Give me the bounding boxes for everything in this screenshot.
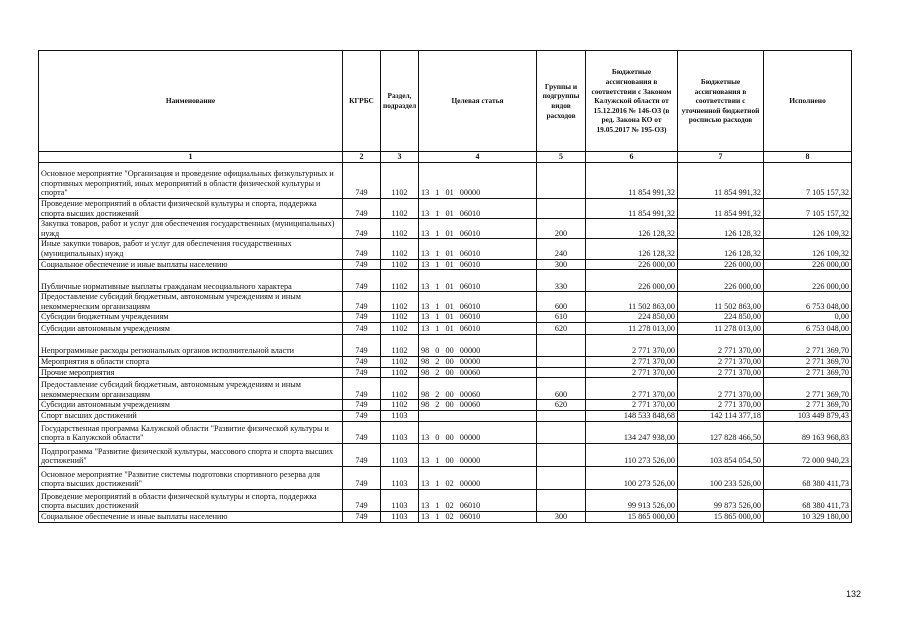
row-section-cell: 1103 [381, 443, 419, 466]
row-target-cell: 13 1 01 06010 [419, 239, 537, 259]
row-group-cell: 620 [537, 400, 586, 411]
row-kgrbs-cell: 749 [343, 259, 381, 270]
row-law-amount-cell: 110 273 526,00 [586, 443, 678, 466]
row-group-cell: 300 [537, 511, 586, 522]
row-kgrbs-cell: 749 [343, 489, 381, 511]
row-executed-amount-cell: 2 771 369,70 [764, 334, 852, 356]
row-target-cell: 13 1 01 06010 [419, 219, 537, 239]
row-kgrbs-cell: 749 [343, 270, 381, 292]
row-refined-amount-cell: 2 771 370,00 [678, 400, 764, 411]
row-refined-amount-cell: 126 128,32 [678, 219, 764, 239]
row-executed-amount-cell: 7 105 157,32 [764, 163, 852, 199]
row-executed-amount-cell: 72 000 940,23 [764, 443, 852, 466]
row-name-cell: Субсидии автономным учреждениям [39, 322, 343, 334]
table-row [39, 489, 852, 511]
row-law-amount-cell: 11 278 013,00 [586, 322, 678, 334]
row-name-cell: Предоставление субсидий бюджетным, автономным учреждениям и иным некоммерческим организациям [39, 292, 343, 312]
row-refined-amount-cell: 100 233 526,00 [678, 466, 764, 489]
page-number: 132 [845, 589, 861, 599]
row-kgrbs-cell: 749 [343, 443, 381, 466]
table-row [39, 378, 852, 400]
row-refined-amount-cell: 2 771 370,00 [678, 367, 764, 378]
row-executed-amount-cell: 2 771 369,70 [764, 400, 852, 411]
row-law-amount-cell: 2 771 370,00 [586, 356, 678, 367]
row-group-cell [537, 163, 586, 199]
header-refined: Бюджетные ассигнования в соответствии с уточненной бюджетной росписью расходов [678, 51, 764, 152]
row-group-cell: 600 [537, 292, 586, 312]
row-kgrbs-cell: 749 [343, 400, 381, 411]
row-executed-amount-cell: 103 449 879,43 [764, 410, 852, 421]
col-number: 6 [586, 152, 678, 163]
table-row [39, 511, 852, 522]
row-section-cell: 1102 [381, 400, 419, 411]
row-refined-amount-cell: 11 278 013,00 [678, 322, 764, 334]
row-law-amount-cell: 11 854 991,32 [586, 199, 678, 219]
budget-table [38, 50, 852, 523]
row-executed-amount-cell: 68 380 411,73 [764, 489, 852, 511]
row-target-cell: 13 1 02 06010 [419, 489, 537, 511]
row-kgrbs-cell: 749 [343, 322, 381, 334]
row-target-cell: 98 2 00 00060 [419, 367, 537, 378]
row-kgrbs-cell: 749 [343, 356, 381, 367]
row-law-amount-cell: 100 273 526,00 [586, 466, 678, 489]
row-law-amount-cell: 126 128,32 [586, 239, 678, 259]
row-name-cell: Основное мероприятие "Организация и проведение официальных физкультурных и спортивных мероприятий, иных мероприятий в области физической культуры и спорта" [39, 163, 343, 199]
budget-table-sheet [38, 50, 851, 523]
row-executed-amount-cell: 0,00 [764, 312, 852, 323]
row-section-cell: 1102 [381, 322, 419, 334]
row-group-cell: 600 [537, 378, 586, 400]
row-law-amount-cell: 134 247 938,00 [586, 421, 678, 443]
row-executed-amount-cell: 2 771 369,70 [764, 367, 852, 378]
row-group-cell [537, 443, 586, 466]
row-law-amount-cell: 226 000,00 [586, 270, 678, 292]
row-section-cell: 1102 [381, 356, 419, 367]
row-name-cell: Закупка товаров, работ и услуг для обеспечения государственных (муниципальных) нужд [39, 219, 343, 239]
row-refined-amount-cell: 11 854 991,32 [678, 199, 764, 219]
header-name: Наименование [39, 51, 343, 152]
row-target-cell: 98 2 00 00000 [419, 356, 537, 367]
row-executed-amount-cell: 226 000,00 [764, 270, 852, 292]
row-refined-amount-cell: 103 854 054,50 [678, 443, 764, 466]
row-group-cell: 240 [537, 239, 586, 259]
table-row [39, 292, 852, 312]
row-executed-amount-cell: 2 771 369,70 [764, 356, 852, 367]
row-name-cell: Социальное обеспечение и иные выплаты населению [39, 259, 343, 270]
row-section-cell: 1102 [381, 270, 419, 292]
row-group-cell [537, 410, 586, 421]
row-section-cell: 1102 [381, 219, 419, 239]
table-row [39, 400, 852, 411]
row-section-cell: 1102 [381, 259, 419, 270]
row-section-cell: 1102 [381, 199, 419, 219]
col-number: 7 [678, 152, 764, 163]
row-group-cell [537, 356, 586, 367]
row-refined-amount-cell: 99 873 526,00 [678, 489, 764, 511]
row-law-amount-cell: 148 533 848,68 [586, 410, 678, 421]
col-number: 8 [764, 152, 852, 163]
row-law-amount-cell: 99 913 526,00 [586, 489, 678, 511]
row-kgrbs-cell: 749 [343, 367, 381, 378]
row-executed-amount-cell: 68 380 411,73 [764, 466, 852, 489]
table-row [39, 163, 852, 199]
row-refined-amount-cell: 127 828 466,50 [678, 421, 764, 443]
row-group-cell: 610 [537, 312, 586, 323]
row-target-cell: 98 2 00 00060 [419, 378, 537, 400]
row-name-cell: Основное мероприятие "Развитие системы подготовки спортивного резерва для спорта высших достижений" [39, 466, 343, 489]
row-refined-amount-cell: 126 128,32 [678, 239, 764, 259]
table-row [39, 443, 852, 466]
table-row [39, 239, 852, 259]
row-executed-amount-cell: 7 105 157,32 [764, 199, 852, 219]
row-target-cell: 13 1 01 00000 [419, 163, 537, 199]
row-section-cell: 1102 [381, 378, 419, 400]
row-law-amount-cell: 226 000,00 [586, 259, 678, 270]
row-section-cell: 1102 [381, 239, 419, 259]
row-name-cell: Проведение мероприятий в области физической культуры и спорта, поддержка спорта высших достижений [39, 199, 343, 219]
row-name-cell: Проведение мероприятий в области физической культуры и спорта, поддержка спорта высших достижений [39, 489, 343, 511]
col-number: 3 [381, 152, 419, 163]
row-section-cell: 1102 [381, 163, 419, 199]
header-section: Раздел, подраздел [381, 51, 419, 152]
row-target-cell: 13 1 02 06010 [419, 511, 537, 522]
row-executed-amount-cell: 10 329 180,00 [764, 511, 852, 522]
row-group-cell: 620 [537, 322, 586, 334]
row-name-cell: Социальное обеспечение и иные выплаты населению [39, 511, 343, 522]
row-name-cell: Непрограммные расходы региональных органов исполнительной власти [39, 334, 343, 356]
row-law-amount-cell: 2 771 370,00 [586, 334, 678, 356]
row-refined-amount-cell: 2 771 370,00 [678, 356, 764, 367]
row-executed-amount-cell: 2 771 369,70 [764, 378, 852, 400]
row-refined-amount-cell: 224 850,00 [678, 312, 764, 323]
row-refined-amount-cell: 15 865 000,00 [678, 511, 764, 522]
row-kgrbs-cell: 749 [343, 410, 381, 421]
table-row [39, 466, 852, 489]
row-kgrbs-cell: 749 [343, 511, 381, 522]
row-law-amount-cell: 224 850,00 [586, 312, 678, 323]
row-section-cell: 1103 [381, 421, 419, 443]
row-law-amount-cell: 2 771 370,00 [586, 378, 678, 400]
table-body [39, 163, 852, 523]
row-target-cell: 13 1 01 06010 [419, 312, 537, 323]
row-executed-amount-cell: 6 753 048,00 [764, 322, 852, 334]
row-target-cell: 98 0 00 00000 [419, 334, 537, 356]
header-target: Целевая статья [419, 51, 537, 152]
row-name-cell: Государственная программа Калужской области "Развитие физической культуры и спорта в Калужской области" [39, 421, 343, 443]
table-row [39, 312, 852, 323]
header-row [39, 51, 852, 152]
table-row [39, 334, 852, 356]
col-number: 2 [343, 152, 381, 163]
row-kgrbs-cell: 749 [343, 334, 381, 356]
row-kgrbs-cell: 749 [343, 199, 381, 219]
header-law: Бюджетные ассигнования в соответствии с Законом Калужской области от 15.12.2016 № 146-ОЗ (в ред. Закона КО от 19.05.2017 № 195-ОЗ) [586, 51, 678, 152]
row-section-cell: 1103 [381, 489, 419, 511]
row-group-cell: 300 [537, 259, 586, 270]
row-group-cell [537, 421, 586, 443]
row-target-cell [419, 410, 537, 421]
row-executed-amount-cell: 126 109,32 [764, 219, 852, 239]
row-section-cell: 1102 [381, 334, 419, 356]
row-refined-amount-cell: 226 000,00 [678, 270, 764, 292]
row-law-amount-cell: 15 865 000,00 [586, 511, 678, 522]
column-number-row [39, 152, 852, 163]
row-kgrbs-cell: 749 [343, 312, 381, 323]
row-kgrbs-cell: 749 [343, 378, 381, 400]
table-row [39, 270, 852, 292]
row-target-cell: 13 0 00 00000 [419, 421, 537, 443]
row-group-cell [537, 199, 586, 219]
row-name-cell: Мероприятия в области спорта [39, 356, 343, 367]
row-group-cell: 330 [537, 270, 586, 292]
row-refined-amount-cell: 2 771 370,00 [678, 378, 764, 400]
row-refined-amount-cell: 11 502 863,00 [678, 292, 764, 312]
table-row [39, 322, 852, 334]
header-kgrbs: КГРБС [343, 51, 381, 152]
row-group-cell [537, 466, 586, 489]
row-group-cell [537, 367, 586, 378]
table-row [39, 356, 852, 367]
table-row [39, 421, 852, 443]
row-target-cell: 13 1 02 00000 [419, 466, 537, 489]
row-group-cell [537, 489, 586, 511]
row-name-cell: Подпрограмма "Развитие физической культуры, массового спорта и спорта высших достижений" [39, 443, 343, 466]
table-row [39, 367, 852, 378]
row-law-amount-cell: 11 854 991,32 [586, 163, 678, 199]
row-refined-amount-cell: 2 771 370,00 [678, 334, 764, 356]
table-row [39, 219, 852, 239]
row-target-cell: 13 1 00 00000 [419, 443, 537, 466]
row-law-amount-cell: 11 502 863,00 [586, 292, 678, 312]
row-executed-amount-cell: 6 753 048,00 [764, 292, 852, 312]
row-name-cell: Иные закупки товаров, работ и услуг для обеспечения государственных (муниципальных) нужд [39, 239, 343, 259]
row-target-cell: 13 1 01 06010 [419, 259, 537, 270]
row-executed-amount-cell: 89 163 968,83 [764, 421, 852, 443]
row-section-cell: 1103 [381, 511, 419, 522]
table-row [39, 410, 852, 421]
row-name-cell: Субсидии бюджетным учреждениям [39, 312, 343, 323]
table-row [39, 199, 852, 219]
row-law-amount-cell: 126 128,32 [586, 219, 678, 239]
row-group-cell [537, 334, 586, 356]
row-section-cell: 1102 [381, 312, 419, 323]
row-name-cell: Прочие мероприятия [39, 367, 343, 378]
row-kgrbs-cell: 749 [343, 466, 381, 489]
row-name-cell: Спорт высших достижений [39, 410, 343, 421]
col-number: 4 [419, 152, 537, 163]
row-section-cell: 1102 [381, 292, 419, 312]
row-kgrbs-cell: 749 [343, 219, 381, 239]
row-section-cell: 1103 [381, 410, 419, 421]
row-name-cell: Предоставление субсидий бюджетным, автономным учреждениям и иным некоммерческим организациям [39, 378, 343, 400]
row-name-cell: Субсидии автономным учреждениям [39, 400, 343, 411]
row-refined-amount-cell: 11 854 991,32 [678, 163, 764, 199]
row-target-cell: 13 1 01 06010 [419, 322, 537, 334]
row-kgrbs-cell: 749 [343, 421, 381, 443]
row-executed-amount-cell: 126 109,32 [764, 239, 852, 259]
row-target-cell: 13 1 01 06010 [419, 199, 537, 219]
row-name-cell: Публичные нормативные выплаты гражданам несоциального характера [39, 270, 343, 292]
row-kgrbs-cell: 749 [343, 239, 381, 259]
row-law-amount-cell: 2 771 370,00 [586, 367, 678, 378]
row-section-cell: 1103 [381, 466, 419, 489]
row-law-amount-cell: 2 771 370,00 [586, 400, 678, 411]
table-row [39, 259, 852, 270]
header-executed: Исполнено [764, 51, 852, 152]
row-kgrbs-cell: 749 [343, 292, 381, 312]
row-section-cell: 1102 [381, 367, 419, 378]
row-target-cell: 98 2 00 00060 [419, 400, 537, 411]
col-number: 5 [537, 152, 586, 163]
row-target-cell: 13 1 01 06010 [419, 270, 537, 292]
row-group-cell: 200 [537, 219, 586, 239]
row-kgrbs-cell: 749 [343, 163, 381, 199]
row-target-cell: 13 1 01 06010 [419, 292, 537, 312]
header-group: Группы и подгруппы видов расходов [537, 51, 586, 152]
row-executed-amount-cell: 226 000,00 [764, 259, 852, 270]
col-number: 1 [39, 152, 343, 163]
row-refined-amount-cell: 142 114 377,18 [678, 410, 764, 421]
row-refined-amount-cell: 226 000,00 [678, 259, 764, 270]
